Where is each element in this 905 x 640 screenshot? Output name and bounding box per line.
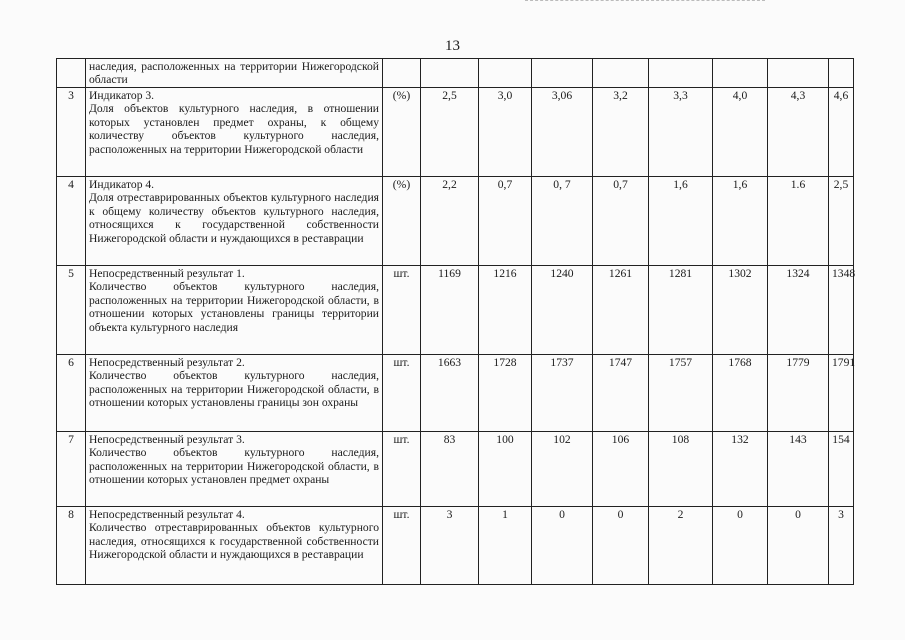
- value-cell: 0: [768, 507, 829, 585]
- value-cell: 83: [421, 432, 479, 507]
- value-cell: 1,6: [649, 177, 713, 266]
- value-cell: 2: [649, 507, 713, 585]
- table-row: [57, 88, 854, 177]
- value-cell: [593, 59, 649, 88]
- value-cell: 1.6: [768, 177, 829, 266]
- value-cell: 2,5: [421, 88, 479, 177]
- unit-cell: (%): [383, 88, 421, 177]
- table-row: [57, 177, 854, 266]
- unit-cell: шт.: [383, 507, 421, 585]
- value-cell: 3,2: [593, 88, 649, 177]
- value-cell: 4,3: [768, 88, 829, 177]
- indicator-text: Доля отреставрированных объектов культурного наследия к общему количеству объектов культурного наследия, относящихся к государственной собственности Нижегородской области и нуждающихся в реставрации: [89, 191, 379, 245]
- value-cell: [768, 59, 829, 88]
- value-cell: 1: [479, 507, 532, 585]
- value-cell: 1216: [479, 266, 532, 355]
- value-cell: 3: [421, 507, 479, 585]
- scan-top-rule: [525, 0, 765, 1]
- table-row: [57, 432, 854, 507]
- page-number: 13: [445, 38, 460, 54]
- row-number: [57, 59, 86, 88]
- value-cell: 132: [713, 432, 768, 507]
- row-number: 4: [57, 177, 86, 266]
- value-cell: 2,2: [421, 177, 479, 266]
- table-row: [57, 59, 854, 88]
- value-cell: 108: [649, 432, 713, 507]
- unit-cell: [383, 59, 421, 88]
- row-number: 6: [57, 355, 86, 432]
- indicator-text: Доля объектов культурного наследия, в отношении которых установлен предмет охраны, к общему количеству объектов культурного наследия, расположенных на территории Нижегородской области: [89, 102, 379, 156]
- unit-cell: шт.: [383, 355, 421, 432]
- value-cell: 1,6: [713, 177, 768, 266]
- indicator-title: Непосредственный результат 2.: [89, 356, 245, 369]
- value-cell: 3,3: [649, 88, 713, 177]
- value-cell: 154: [829, 432, 854, 507]
- value-cell: [829, 59, 854, 88]
- indicator-title: Непосредственный результат 3.: [89, 433, 245, 446]
- value-cell: 1728: [479, 355, 532, 432]
- row-number: 7: [57, 432, 86, 507]
- table-row: [57, 266, 854, 355]
- value-cell: [649, 59, 713, 88]
- indicator-description: [86, 266, 383, 355]
- value-cell: 1261: [593, 266, 649, 355]
- indicator-description: [86, 177, 383, 266]
- value-cell: 0,7: [593, 177, 649, 266]
- indicator-title: Индикатор 3.: [89, 89, 155, 102]
- unit-cell: (%): [383, 177, 421, 266]
- value-cell: 1768: [713, 355, 768, 432]
- value-cell: 1324: [768, 266, 829, 355]
- value-cell: 1737: [532, 355, 593, 432]
- value-cell: 1747: [593, 355, 649, 432]
- indicator-table: [56, 58, 854, 585]
- unit-cell: шт.: [383, 432, 421, 507]
- indicator-text: Количество объектов культурного наследия, расположенных на территории Нижегородской области, в отношении которых установлен предмет охраны: [89, 446, 379, 487]
- value-cell: 1169: [421, 266, 479, 355]
- indicator-title: Непосредственный результат 1.: [89, 267, 245, 280]
- value-cell: 1779: [768, 355, 829, 432]
- unit-cell: шт.: [383, 266, 421, 355]
- value-cell: 0: [593, 507, 649, 585]
- value-cell: 1348: [829, 266, 854, 355]
- value-cell: 1663: [421, 355, 479, 432]
- value-cell: 0: [713, 507, 768, 585]
- row-number: 8: [57, 507, 86, 585]
- value-cell: 4,0: [713, 88, 768, 177]
- value-cell: 102: [532, 432, 593, 507]
- value-cell: 0: [532, 507, 593, 585]
- table-row: [57, 355, 854, 432]
- table-row: [57, 507, 854, 585]
- value-cell: 3: [829, 507, 854, 585]
- indicator-title: Индикатор 4.: [89, 178, 155, 191]
- indicator-description: [86, 507, 383, 585]
- indicator-description: [86, 88, 383, 177]
- value-cell: 1757: [649, 355, 713, 432]
- value-cell: 143: [768, 432, 829, 507]
- value-cell: 1281: [649, 266, 713, 355]
- indicator-title: Непосредственный результат 4.: [89, 508, 245, 521]
- indicator-text: Количество отреставрированных объектов культурного наследия, относящихся к государственной собственности Нижегородской области и нуждающихся в реставрации: [89, 521, 379, 562]
- value-cell: [479, 59, 532, 88]
- value-cell: [421, 59, 479, 88]
- indicator-description: [86, 355, 383, 432]
- indicator-description: [86, 432, 383, 507]
- row-number: 5: [57, 266, 86, 355]
- indicator-text: наследия, расположенных на территории Нижегородской области: [89, 60, 379, 87]
- value-cell: 3,0: [479, 88, 532, 177]
- value-cell: 3,06: [532, 88, 593, 177]
- indicator-description: [86, 59, 383, 88]
- value-cell: [713, 59, 768, 88]
- value-cell: 0,7: [479, 177, 532, 266]
- value-cell: 1302: [713, 266, 768, 355]
- indicator-text: Количество объектов культурного наследия, расположенных на территории Нижегородской области, в отношении которых установлены границы территории объекта культурного наследия: [89, 280, 379, 334]
- value-cell: 0, 7: [532, 177, 593, 266]
- value-cell: 2,5: [829, 177, 854, 266]
- value-cell: 4,6: [829, 88, 854, 177]
- value-cell: 106: [593, 432, 649, 507]
- value-cell: 1240: [532, 266, 593, 355]
- indicator-text: Количество объектов культурного наследия, расположенных на территории Нижегородской области, в отношении которых установлены границы зон охраны: [89, 369, 379, 410]
- value-cell: [532, 59, 593, 88]
- value-cell: 1791: [829, 355, 854, 432]
- value-cell: 100: [479, 432, 532, 507]
- row-number: 3: [57, 88, 86, 177]
